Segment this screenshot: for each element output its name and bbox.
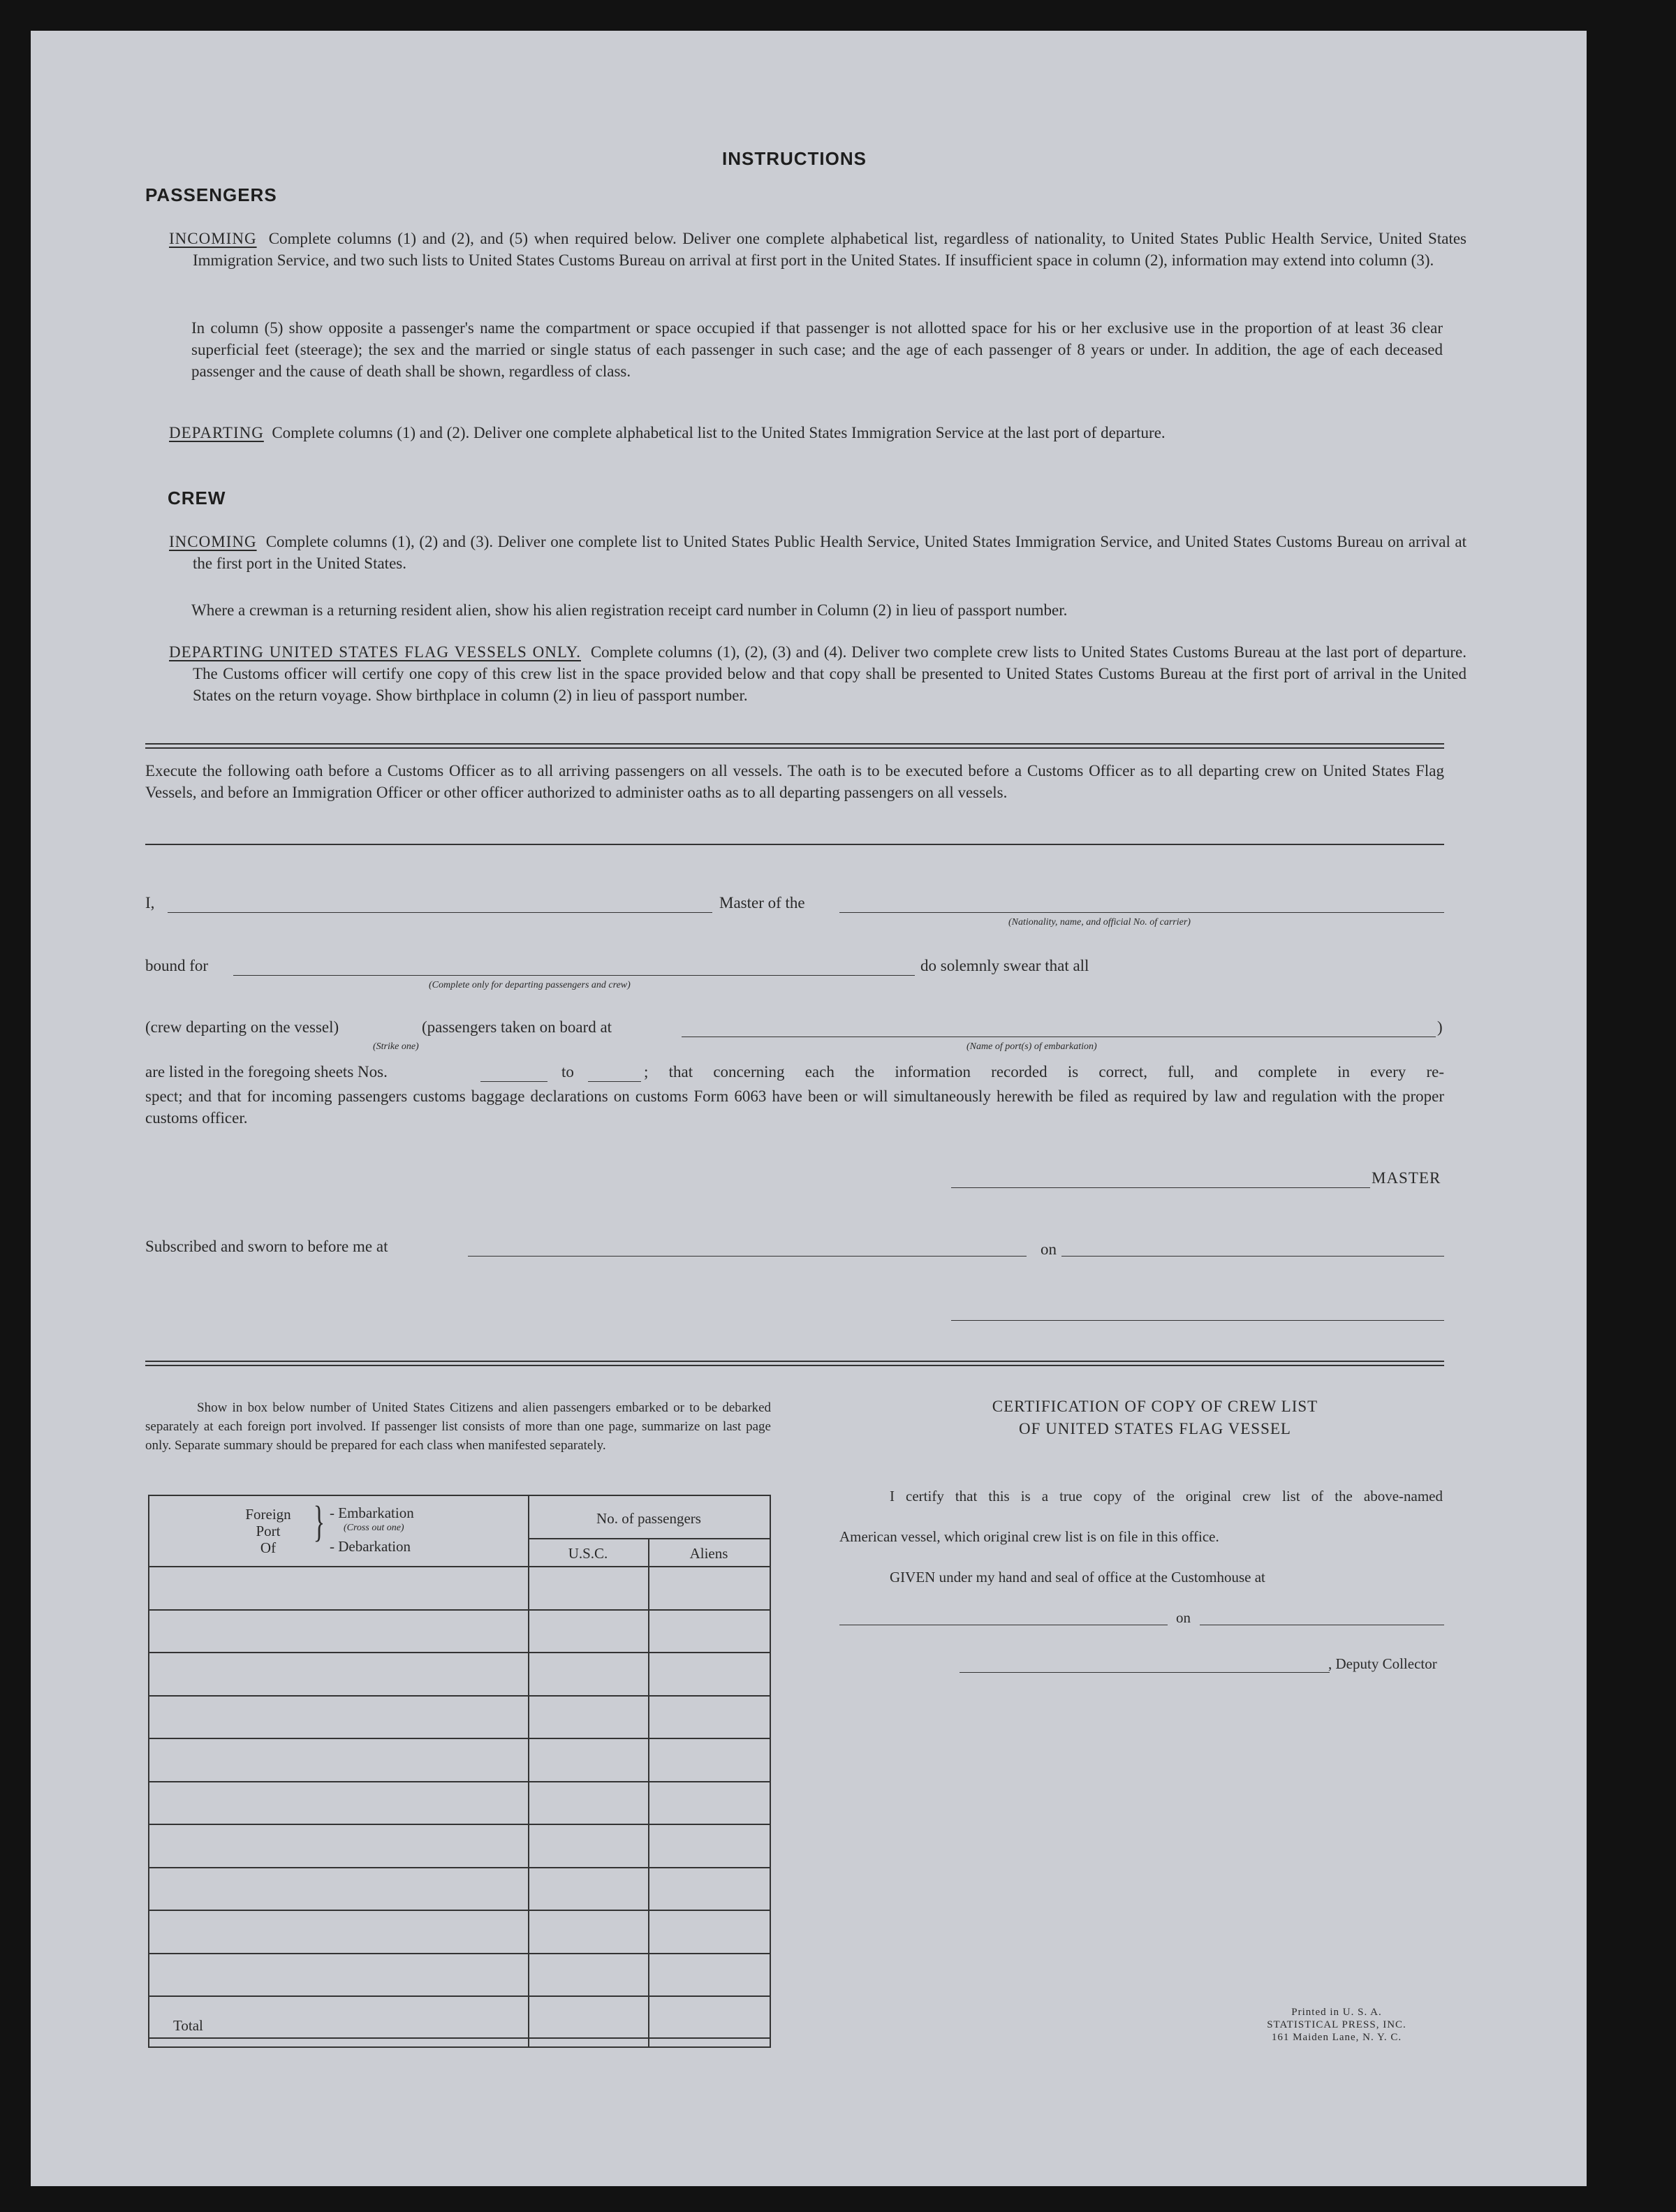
subscribed-label: Subscribed and sworn to before me at [145, 1238, 388, 1255]
crew-incoming-text: Complete columns (1), (2) and (3). Deliver one complete list to United States Public Health Service, United States Immigration Service, and United States Customs Bureau on arrival at the first port in the United States. [193, 533, 1467, 572]
master-signature-line[interactable] [951, 1187, 1370, 1188]
passengers-incoming-paragraph [169, 228, 1466, 271]
passengers-incoming-label: INCOMING [169, 230, 257, 247]
table-header-divider [528, 1538, 770, 1539]
printer-line2: STATISTICAL PRESS, INC. [1267, 2019, 1406, 2030]
master-name-line[interactable] [168, 912, 712, 913]
col-of: Of [260, 1539, 277, 1556]
sheet-to-line[interactable] [588, 1081, 641, 1082]
crew-departing-label: (crew departing on the vessel) [145, 1018, 339, 1036]
subscribed-date-line[interactable] [1061, 1256, 1444, 1257]
cross-out-caption: (Cross out one) [344, 1523, 404, 1533]
given-line: GIVEN under my hand and seal of office at the Customhouse at [890, 1569, 1265, 1585]
table-row-line [149, 1652, 770, 1653]
strike-one-caption: (Strike one) [373, 1041, 419, 1052]
master-label: MASTER [1372, 1169, 1441, 1187]
listed-text-a: ; that concerning each the information recorded is correct, full, and complete in every re- [644, 1063, 1444, 1081]
double-rule [145, 743, 1444, 749]
table-row-line [149, 1953, 770, 1954]
debarkation-label: - Debarkation [330, 1538, 411, 1555]
brace-icon: } [313, 1498, 325, 1546]
usc-header: U.S.C. [568, 1545, 608, 1562]
table-row-line [149, 2037, 770, 2039]
passengers-incoming-text: Complete columns (1) and (2), and (5) when required below. Deliver one complete alphabetical list, regardless of nationality, to United States Public Health Service, United States Immigration Service, and two such lists to United States Customs Bureau on arrival at first port in the United States. If insufficient space in column (2), information may extend into column (3). [193, 230, 1466, 269]
oath-intro: Execute the following oath before a Customs Officer as to all arriving passengers on all vessels. The oath is to be executed before a Customs Officer as to all departing crew on United States Flag Vessels, and before an Immigration Officer or other officer authorized to administer oaths as to all departing passengers on all vessels. [145, 762, 1444, 801]
certification-title-line1: CERTIFICATION OF COPY OF CREW LIST [992, 1398, 1318, 1415]
form-sheet [31, 31, 1587, 2186]
passengers-taken-label: (passengers taken on board at [422, 1018, 612, 1036]
deputy-signature-line[interactable] [960, 1672, 1330, 1673]
deputy-collector-label: , Deputy Collector [1328, 1655, 1437, 1672]
passengers-departing-label: DEPARTING [169, 424, 264, 441]
crew-incoming-paragraph [169, 531, 1466, 574]
double-rule-lower [145, 1361, 1444, 1366]
total-label: Total [173, 2017, 203, 2034]
passengers-column5-paragraph: In column (5) show opposite a passenger's name the compartment or space occupied if that passenger is not allotted space for his or her exclusive use in the proportion of at least 36 clear superficial feet (steerage); the sex and the married or single status of each passenger in such case; and the age of each passenger of 8 years or under. In addition, the age of each deceased passenger and the cause of death shall be shown, regardless of class. [191, 319, 1443, 380]
summary-note: Show in box below number of United States Citizens and alien passengers embarked or to be debarked separately at each foreign port involved. If passenger list consists of more than one page, summarize on last page only. Separate summary should be prepared for each class when manifested separately. [145, 1400, 771, 1453]
table-row-line [149, 1738, 770, 1739]
passengers-departing-text: Complete columns (1) and (2). Deliver one complete alphabetical list to the United States Immigration Service at the last port of departure. [272, 424, 1166, 441]
printer-imprint [1232, 2006, 1441, 2044]
table-row-line [149, 1824, 770, 1825]
passengers-heading: PASSENGERS [145, 184, 277, 205]
certify-line2: American vessel, which original crew list is on file in this office. [839, 1528, 1219, 1545]
passenger-summary-table [148, 1495, 771, 2048]
subscribed-place-line[interactable] [468, 1256, 1027, 1257]
certification-on-label: on [1176, 1609, 1191, 1626]
crew-incoming-label: INCOMING [169, 533, 257, 550]
master-of-the-label: Master of the [719, 894, 805, 911]
col-port: Port [256, 1523, 281, 1539]
crew-departing-paragraph [169, 641, 1466, 706]
officer-signature-line[interactable] [951, 1320, 1444, 1321]
table-row-line [149, 1995, 770, 1997]
rule [145, 844, 1444, 845]
port-caption: (Name of port(s) of embarkation) [966, 1041, 1097, 1052]
aliens-header: Aliens [689, 1545, 728, 1562]
subscribed-on-label: on [1041, 1240, 1057, 1258]
listed-to-label: to [561, 1063, 574, 1081]
sheet-from-line[interactable] [480, 1081, 547, 1082]
printer-line3: 161 Maiden Lane, N. Y. C. [1271, 2032, 1402, 2043]
listed-text-b: spect; and that for incoming passengers customs baggage declarations on customs Form 6063 have been or will simultaneously herewith be filed as required by law and regulation with the proper customs officer. [145, 1087, 1444, 1127]
table-row-line [149, 1910, 770, 1911]
carrier-line[interactable] [839, 912, 1444, 913]
printer-line1: Printed in U. S. A. [1291, 2007, 1382, 2018]
table-row-line [149, 1609, 770, 1611]
crew-heading: CREW [168, 488, 226, 508]
bound-for-line[interactable] [233, 975, 915, 976]
crew-departing-text: Complete columns (1), (2), (3) and (4). Deliver two complete crew lists to United States Customs Bureau at the last port of departure. The Customs officer will certify one copy of this crew list in the space provided below and that copy shall be presented to United States Customs Bureau at the first port of arrival in the United States on the return voyage. Show birthplace in column (2) in lieu of passport number. [193, 643, 1467, 704]
instructions-title: INSTRUCTIONS [722, 148, 867, 169]
certification-title [869, 1396, 1441, 1440]
table-col-divider [528, 1496, 529, 2046]
bound-for-label: bound for [145, 957, 209, 974]
certify-line1: I certify that this is a true copy of the original crew list of the above-named [890, 1488, 1443, 1504]
embarkation-label: - Embarkation [330, 1504, 414, 1521]
bound-for-caption: (Complete only for departing passengers and crew) [429, 980, 631, 990]
passengers-departing-paragraph [169, 422, 1466, 444]
crew-departing-label: DEPARTING UNITED STATES FLAG VESSELS ONLY. [169, 643, 582, 661]
table-row-line [149, 1695, 770, 1697]
crew-resident-paragraph: Where a crewman is a returning resident alien, show his alien registration receipt card number in Column (2) in lieu of passport number. [191, 601, 1068, 619]
no-passengers-header: No. of passengers [596, 1510, 701, 1527]
certification-title-line2: OF UNITED STATES FLAG VESSEL [1019, 1420, 1291, 1437]
table-col-divider [648, 1538, 649, 2046]
listed-sheets-label: are listed in the foregoing sheets Nos. [145, 1063, 388, 1081]
col-foreign: Foreign [245, 1506, 291, 1523]
oath-i-label: I, [145, 894, 155, 911]
table-header-bottom [149, 1566, 770, 1567]
close-paren: ) [1437, 1018, 1443, 1036]
carrier-caption: (Nationality, name, and official No. of carrier) [1008, 917, 1191, 928]
swear-label: do solemnly swear that all [920, 957, 1089, 974]
table-row-line [149, 1781, 770, 1782]
table-row-line [149, 1867, 770, 1868]
